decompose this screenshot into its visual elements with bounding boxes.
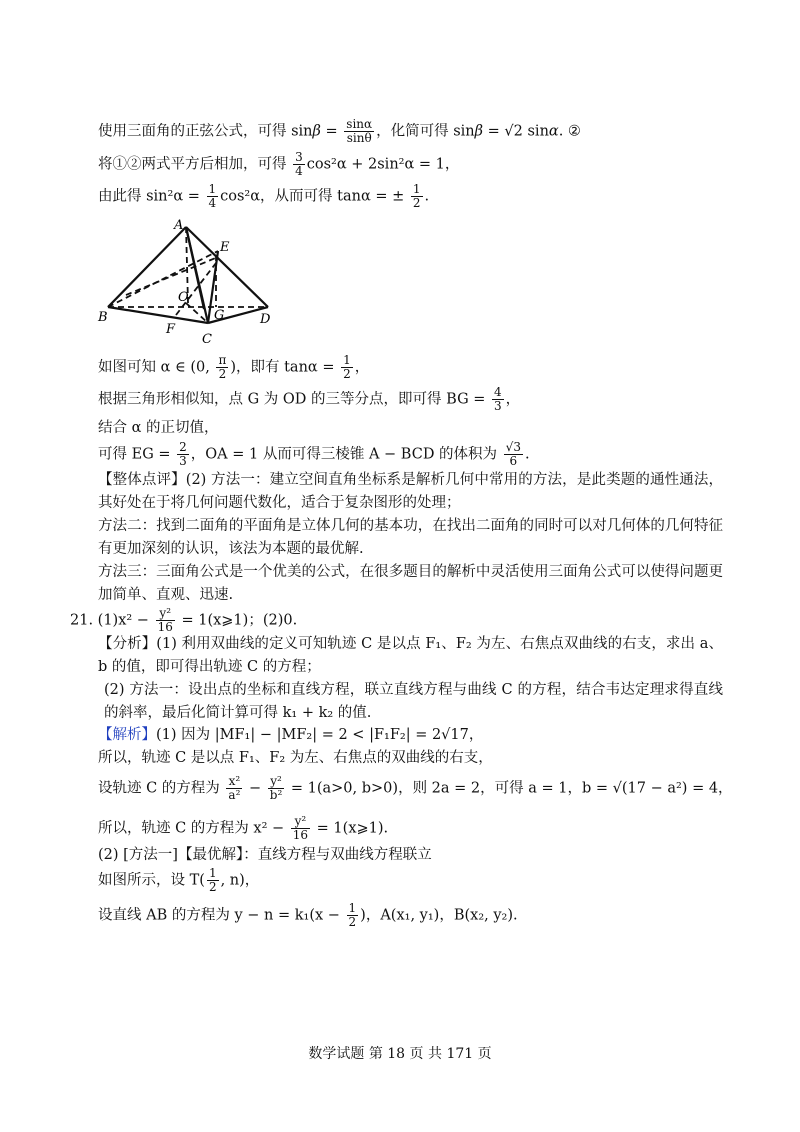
text-line-alpha-range: 如图可知 α ∈ (0, $\frac{\pi}{2}$ )，即有 tanα = $\frac{1}{2}$ ， bbox=[98, 353, 370, 381]
pyramid-figure bbox=[96, 215, 286, 345]
q21-solution-6: 如图所示，设 T( $\frac{1}{2}$ , n)， bbox=[98, 866, 260, 894]
fraction: $\frac{\text{x²}}{\text{a²}}$ bbox=[228, 774, 241, 802]
q21-solution-2: 所以，轨迹 C 是以点 F₁、F₂ 为左、右焦点的双曲线的右支， bbox=[98, 750, 493, 766]
q21-solution-7: 设直线 AB 的方程为 y − n = k₁(x − $\frac{1}{2}$ )，A(x₁, y₁)，B(x₂, y₂). bbox=[98, 901, 518, 929]
label-O: O bbox=[178, 290, 189, 305]
fraction: $\frac{\pi}{2}$ bbox=[218, 353, 227, 381]
fraction: $\frac{1}{2}$ bbox=[208, 866, 217, 894]
text-line-similar-triangles: 根据三角形相似知，点 G 为 OD 的三等分点，即可得 BG = $\frac{4}{3}$ ， bbox=[98, 385, 521, 413]
page-footer: 数学试题 第 18 页 共 171 页 bbox=[308, 1046, 492, 1062]
q21-analysis-1: 【分析】(1) 利用双曲线的定义可知轨迹 C 是以点 F₁、F₂ 为左、右焦点双曲线的右支，求出 a、b 的值，即可得出轨迹 C 的方程； bbox=[98, 636, 723, 675]
review-paragraph-1: 【整体点评】(2) 方法一：建立空间直角坐标系是解析几何中常用的方法，是此类题的通性通法，其好处在于将几何问题代数化，适合于复杂图形的处理； bbox=[98, 472, 723, 511]
q21-solution-1: 【解析】(1) 因为 |MF₁| − |MF₂| = 2 < |F₁F₂| = 2√17， bbox=[98, 727, 484, 743]
q21-solution-4: 所以，轨迹 C 的方程为 x² − $\frac{\text{y²}}{16}$ = 1(x⩾1). bbox=[98, 814, 389, 842]
fraction: $\frac{3}{4}$ bbox=[295, 150, 303, 178]
text-line-square-sum: 将①②两式平方后相加，可得 $\frac{3}{4}$ cos²α + 2sin²α = 1， bbox=[98, 150, 460, 178]
fraction: $\frac{4}{3}$ bbox=[494, 385, 502, 413]
solution-tag: 【解析】 bbox=[98, 727, 156, 743]
q21-analysis-2: (2) 方法一：设出点的坐标和直线方程，联立直线方程与曲线 C 的方程，结合韦达定理求得直线的斜率，最后化简计算可得 k₁ + k₂ 的值. bbox=[104, 682, 723, 721]
label-E: E bbox=[220, 240, 230, 255]
review-paragraph-2: 方法二：找到二面角的平面角是立体几何的基本功，在找出二面角的同时可以对几何体的几何特征有更加深刻的认识，该法为本题的最优解. bbox=[98, 518, 723, 557]
fraction: $\frac{1}{2}$ bbox=[343, 353, 351, 381]
label-A: A bbox=[174, 218, 184, 233]
text-line-sine-formula: 使用三面角的正弦公式，可得 sinβ = $\frac{\sin\alpha}{\sin\theta}$ ，化简可得 sinβ = √2 sinα. ② bbox=[98, 117, 581, 145]
label-G: G bbox=[214, 308, 225, 323]
q21-solution-3: 设轨迹 C 的方程为 $\frac{\text{x²}}{\text{a²}}$ − $\frac{\text{y²}}{\text{b²}}$ = 1(a>0, b>0)，则 2a = 2，可得 a = 1，b = √(17 − a²) = 4， bbox=[98, 774, 733, 802]
q21-answer: 21. (1)x² − $\frac{\text{y²}}{16}$ = 1(x⩾1)；(2)0. bbox=[70, 606, 298, 634]
fraction: $\frac{1}{4}$ bbox=[208, 182, 217, 210]
review-paragraph-3: 方法三：三面角公式是一个优美的公式，在很多题目的解析中灵活使用三面角公式可以使得问题更加简单、直观、迅速. bbox=[98, 564, 723, 603]
label-D: D bbox=[260, 312, 271, 327]
fraction: $\frac{\text{y²}}{\text{b²}}$ bbox=[269, 774, 283, 802]
label-F: F bbox=[166, 322, 176, 337]
fraction: $\frac{\sin\alpha}{\sin\theta}$ bbox=[346, 117, 373, 145]
text-line-tangent: 结合 α 的正切值， bbox=[98, 420, 219, 436]
label-C: C bbox=[202, 332, 212, 345]
text-line-tan-result: 由此得 sin²α = $\frac{1}{4}$ cos²α，从而可得 tanα = ± $\frac{1}{2}$ . bbox=[98, 182, 430, 210]
fraction: $\frac{2}{3}$ bbox=[179, 440, 187, 468]
fraction: $\frac{1}{2}$ bbox=[348, 901, 357, 929]
fraction: $\frac{\text{y²}}{16}$ bbox=[292, 814, 309, 842]
label-B: B bbox=[98, 310, 108, 325]
q21-solution-5: (2) [方法一]【最优解】：直线方程与双曲线方程联立 bbox=[98, 847, 432, 863]
fraction: $\frac{1}{2}$ bbox=[412, 182, 421, 210]
fraction: $\frac{\text{y²}}{16}$ bbox=[157, 606, 173, 634]
text-line-volume: 可得 EG = $\frac{2}{3}$ ，OA = 1 从而可得三棱锥 A − BCD 的体积为 $\frac{√3}{6}$ . bbox=[98, 440, 530, 468]
fraction: $\frac{√3}{6}$ bbox=[505, 440, 521, 468]
